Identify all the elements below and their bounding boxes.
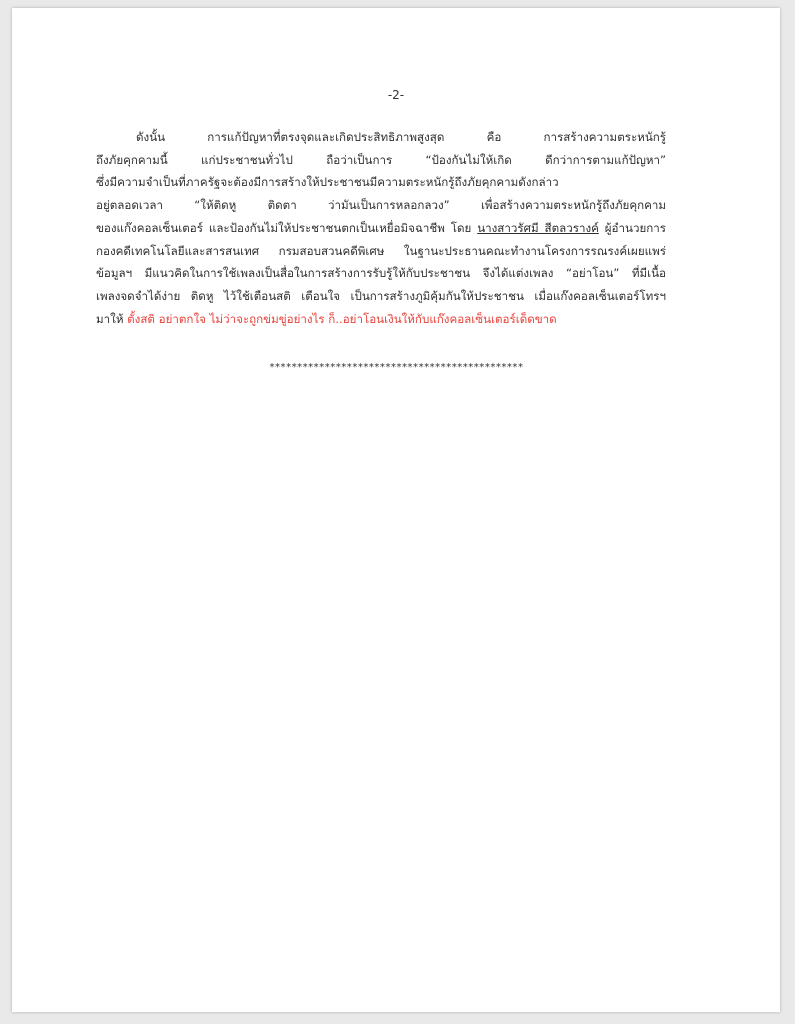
paragraph-line-5 bbox=[96, 217, 666, 240]
paragraph-line-1: ดังนั้น การแก้ปัญหาที่ตรงจุดและเกิดประสิทธิภาพสูงสุด คือ การสร้างความตระหนักรู้ bbox=[136, 130, 666, 144]
paragraph-line-7: ข้อมูลฯ มีแนวคิดในการใช้เพลงเป็นสื่อในการสร้างการรับรู้ให้กับประชาชน จึงได้แต่งเพลง “อย่าโอน” ที่มีเนื้อ bbox=[96, 266, 666, 281]
end-divider: ********************************************** bbox=[269, 362, 523, 373]
paragraph-line-9 bbox=[96, 308, 666, 331]
line-5-text-before: ของแก๊งคอลเซ็นเตอร์ และป้องกันไม่ให้ประชาชนตกเป็นเหยื่อมิจฉาชีพ โดย bbox=[96, 220, 478, 235]
paragraph-line-3: ซึ่งมีความจำเป็นที่ภาครัฐจะต้องมีการสร้างให้ประชาชนมีความตระหนักรู้ถึงภัยคุกคามดังกล่าว bbox=[96, 175, 559, 190]
line-9-text-before: มาให้ bbox=[96, 311, 128, 326]
paragraph-line-8: เพลงจดจำได้ง่าย ติดหู ไว้ใช้เตือนสติ เตือนใจ เป็นการสร้างภูมิคุ้มกันให้ประชาชน เมื่อแก๊งคอลเซ็นเตอร์โทรฯ bbox=[96, 288, 666, 303]
director-name: นางสาวรัศมี สีตลวรางค์ bbox=[477, 220, 599, 235]
body-paragraph bbox=[96, 126, 666, 330]
page-number: -2- bbox=[387, 88, 405, 102]
paragraph-line-2: ถึงภัยคุกคามนี้ แก่ประชาชนทั่วไป ถือว่าเป็นการ “ป้องกันไม่ให้เกิด ดีกว่าการตามแก้ปัญหา” bbox=[96, 152, 666, 167]
paragraph-line-4: อยู่ตลอดเวลา “ให้ติดหู ติดตา ว่ามันเป็นการหลอกลวง” เพื่อสร้างความตระหนักรู้ถึงภัยคุกคาม bbox=[96, 198, 666, 213]
document-page bbox=[12, 8, 780, 1012]
highlighted-warning: ตั้งสติ อย่าตกใจ ไม่ว่าจะถูกข่มขู่อย่างไร ก็..อย่าโอนเงินให้กับแก๊งคอลเซ็นเตอร์เด็ดขาด bbox=[127, 311, 557, 326]
line-5-text-after: ผู้อำนวยการ bbox=[598, 220, 667, 235]
paragraph-line-6: กองคดีเทคโนโลยีและสารสนเทศ กรมสอบสวนคดีพิเศษ ในฐานะประธานคณะทำงานโครงการรณรงค์เผยแพร่ bbox=[96, 243, 666, 258]
